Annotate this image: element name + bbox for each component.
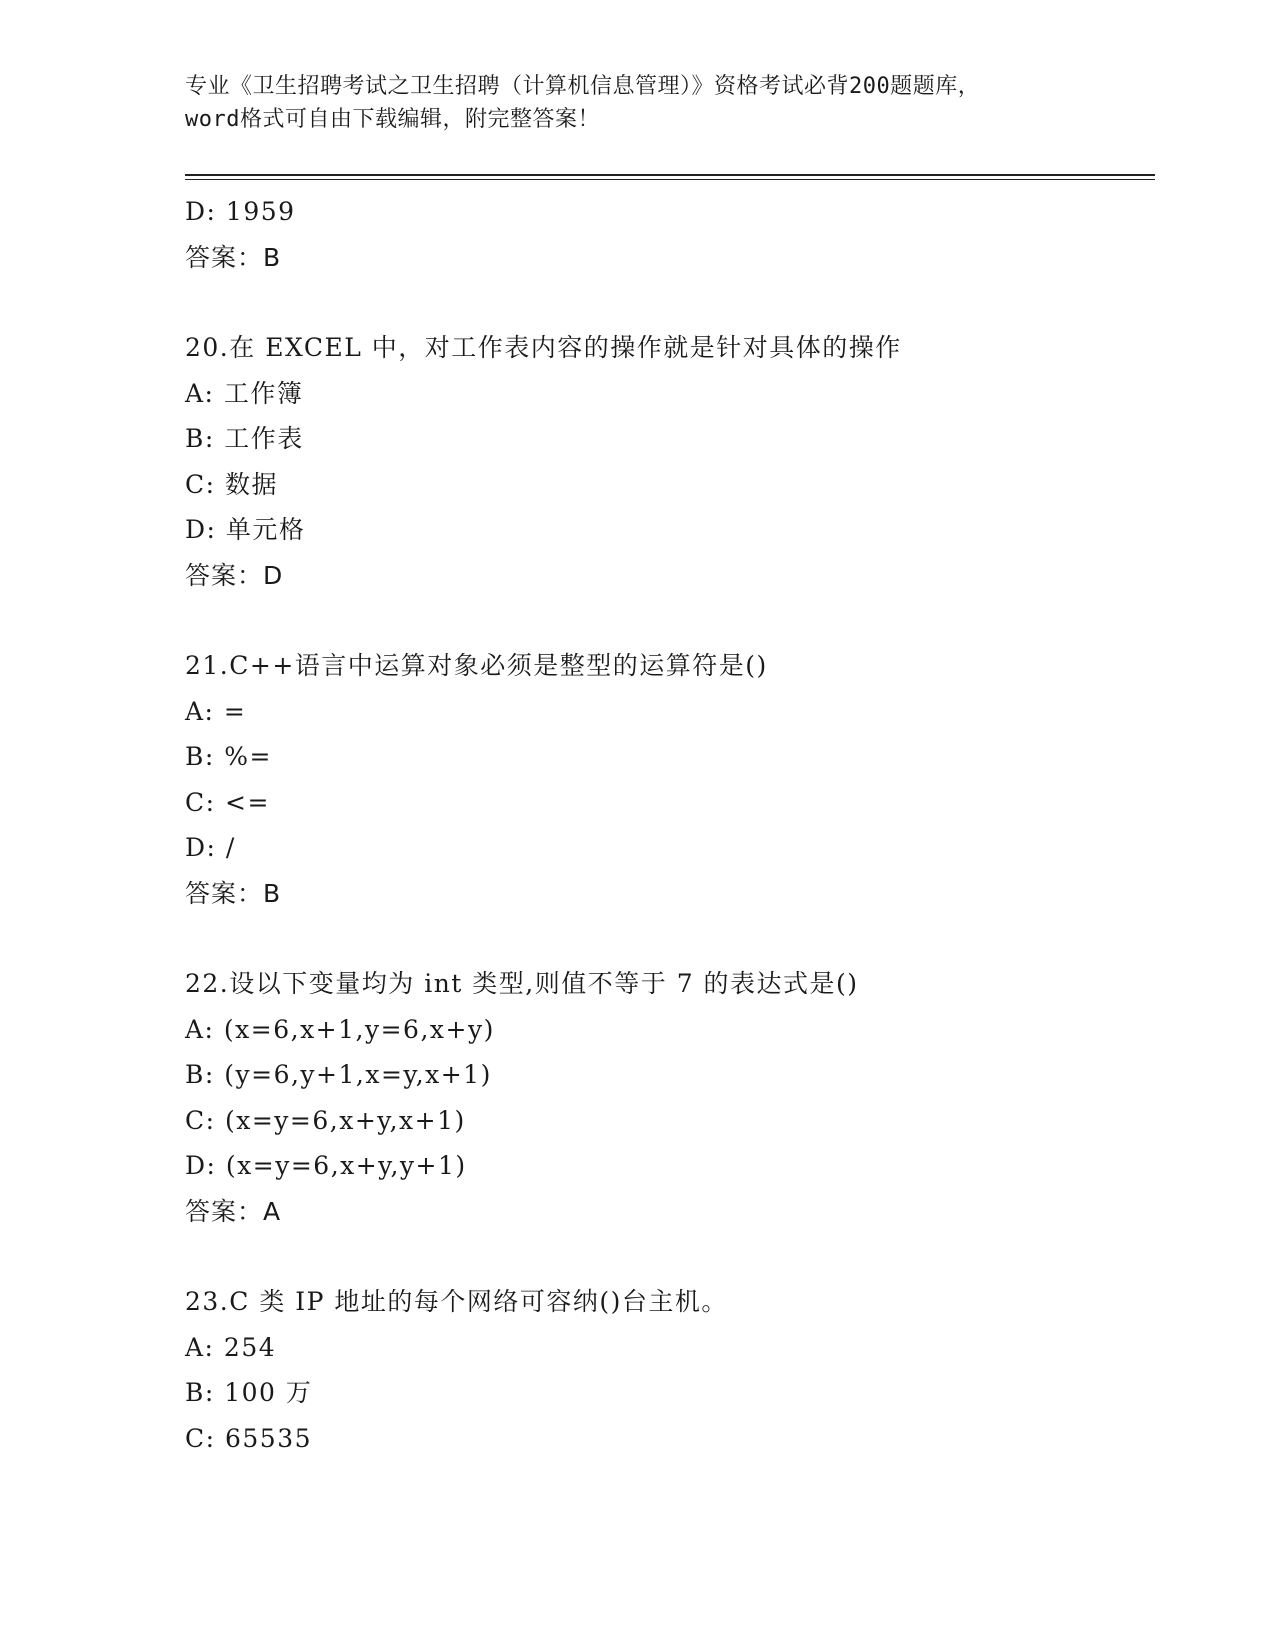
header-line-1: 专业《卫生招聘考试之卫生招聘（计算机信息管理）》资格考试必背200题题库， [185,74,981,99]
question-23-option-a: A: 254 [185,1332,277,1362]
question-21-option-d: D: / [185,833,236,862]
question-20-stem: 20.在 EXCEL 中，对工作表内容的操作就是针对具体的操作 [185,333,902,362]
document-header [185,70,1155,136]
spacer [185,916,1155,961]
spacer [185,280,1155,325]
question-20-answer: 答案：D [185,560,284,590]
question-list [185,189,1155,1461]
question-22-option-c: C: (x=y=6,x+y,x+1) [185,1105,466,1135]
question-22-stem: 22.设以下变量均为 int 类型,则值不等于 7 的表达式是() [185,969,859,998]
question-22-answer: 答案：A [185,1196,282,1226]
question-23-stem: 23.C 类 IP 地址的每个网络可容纳()台主机。 [185,1287,728,1316]
document-page [185,70,1155,1461]
question-23-option-c: C: 65535 [185,1423,313,1453]
prev-answer: 答案：B [185,242,282,272]
question-22-option-a: A: (x=6,x+1,y=6,x+y) [185,1014,495,1044]
question-22-option-d: D: (x=y=6,x+y,y+1) [185,1151,467,1180]
question-21-option-a: A: = [185,696,247,726]
spacer [185,598,1155,643]
question-20-option-b: B: 工作表 [185,424,304,453]
header-line-2: word格式可自由下载编辑，附完整答案！ [185,107,600,132]
question-20-option-c: C: 数据 [185,469,278,499]
question-21-stem: 21.C++语言中运算对象必须是整型的运算符是() [185,651,768,680]
question-21-option-b: B: %= [185,742,272,771]
spacer [185,1234,1155,1279]
question-23-option-b: B: 100 万 [185,1378,313,1407]
question-20-option-d: D: 单元格 [185,515,306,544]
question-22-option-b: B: (y=6,y+1,x=y,x+1) [185,1060,492,1089]
question-21-option-c: C: <= [185,787,270,817]
prev-option-d: D: 1959 [185,197,296,226]
question-21-answer: 答案：B [185,878,282,908]
header-divider [185,174,1155,180]
question-20-option-a: A: 工作簿 [185,378,304,408]
